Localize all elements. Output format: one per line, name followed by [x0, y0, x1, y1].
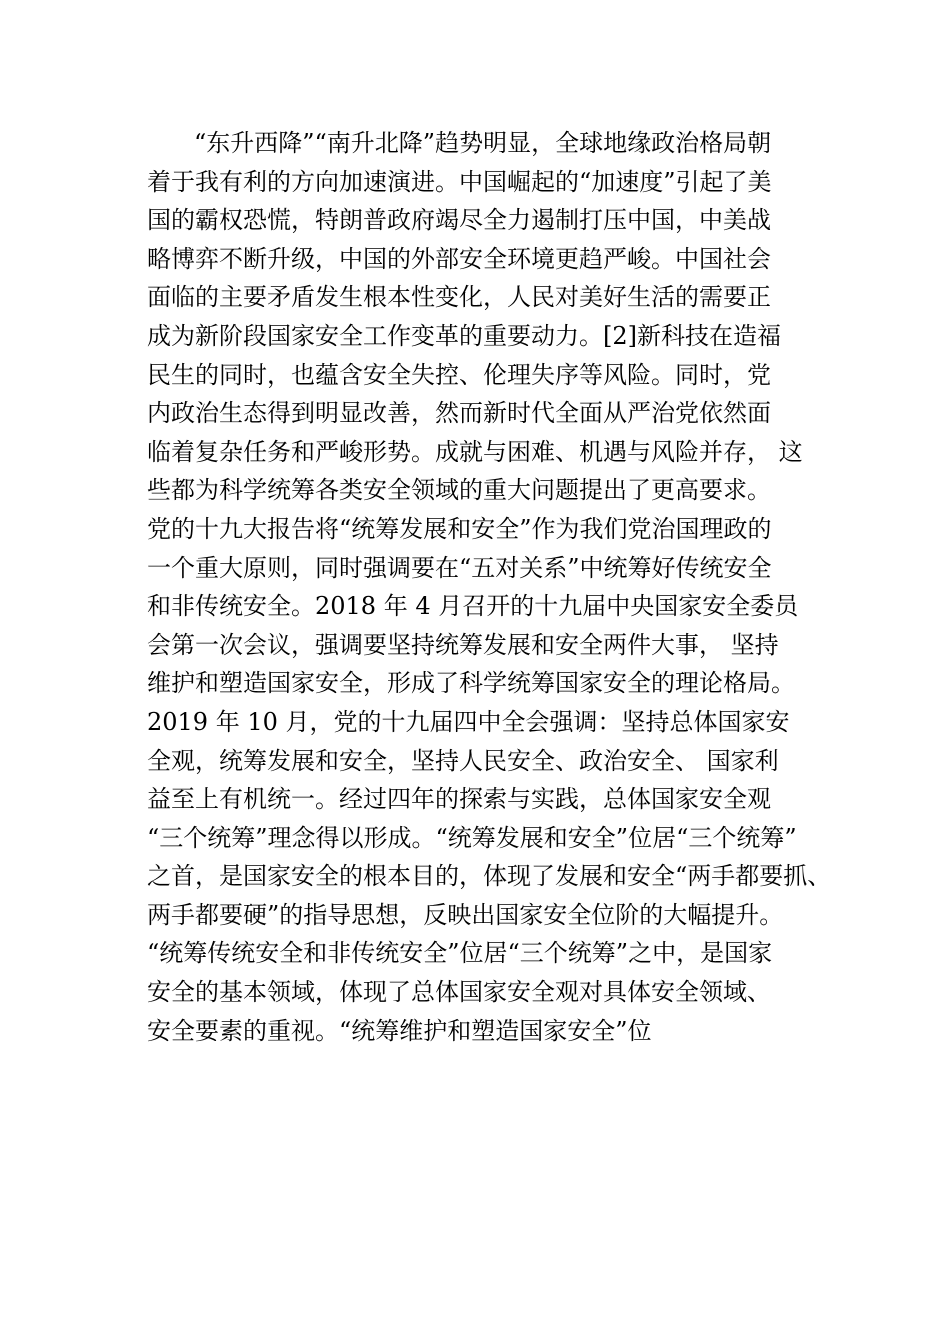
text-line: 两手都要硬”的指导思想，反映出国家安全位阶的大幅提升。	[147, 900, 784, 929]
text-line: 成为新阶段国家安全工作变革的重要动力。[2]新科技在造福	[147, 321, 781, 350]
text-line: 会第一次会议，强调要坚持统筹发展和安全两件大事， 坚持	[147, 630, 779, 659]
text-line: 和非传统安全。2018 年 4 月召开的十九届中央国家安全委员	[147, 592, 799, 621]
text-line: 国的霸权恐慌，特朗普政府竭尽全力遏制打压中国，中美战	[147, 206, 771, 235]
text-line: 安全要素的重视。“统筹维护和塑造国家安全”位	[147, 1016, 652, 1045]
text-line: 临着复杂任务和严峻形势。成就与困难、机遇与风险并存， 这	[147, 437, 803, 466]
text-line: 略博弈不断升级，中国的外部安全环境更趋严峻。中国社会	[147, 244, 771, 273]
text-line: 党的十九大报告将“统筹发展和安全”作为我们党治国理政的	[147, 514, 772, 543]
text-line: 些都为科学统筹各类安全领域的重大问题提出了更高要求。	[147, 476, 771, 505]
text-line: 全观，统筹发展和安全，坚持人民安全、政治安全、 国家利	[147, 746, 779, 775]
body-paragraph	[147, 124, 847, 1050]
text-line: 2019 年 10 月，党的十九届四中全会强调：坚持总体国家安	[147, 707, 790, 736]
text-line: 民生的同时，也蕴含安全失控、伦理失序等风险。同时，党	[147, 360, 771, 389]
text-line: “统筹传统安全和非传统安全”位居“三个统筹”之中，是国家	[147, 939, 773, 968]
text-line: “东升西降”“南升北降”趋势明显，全球地缘政治格局朝	[194, 129, 772, 157]
text-line: 着于我有利的方向加速演进。中国崛起的“加速度”引起了美	[147, 167, 772, 196]
text-line: 面临的主要矛盾发生根本性变化，人民对美好生活的需要正	[147, 283, 771, 312]
text-line: 益至上有机统一。经过四年的探索与实践，总体国家安全观	[147, 785, 771, 814]
text-line: 一个重大原则，同时强调要在“五对关系”中统筹好传统安全	[147, 553, 772, 582]
text-line: “三个统筹”理念得以形成。“统筹发展和安全”位居“三个统筹”	[147, 823, 797, 852]
text-line: 安全的基本领域，体现了总体国家安全观对具体安全领域、	[147, 978, 771, 1007]
text-line: 维护和塑造国家安全，形成了科学统筹国家安全的理论格局。	[147, 669, 795, 698]
text-line: 内政治生态得到明显改善，然而新时代全面从严治党依然面	[147, 399, 771, 428]
text-line: 之首，是国家安全的根本目的，体现了发展和安全“两手都要抓、	[147, 862, 832, 891]
